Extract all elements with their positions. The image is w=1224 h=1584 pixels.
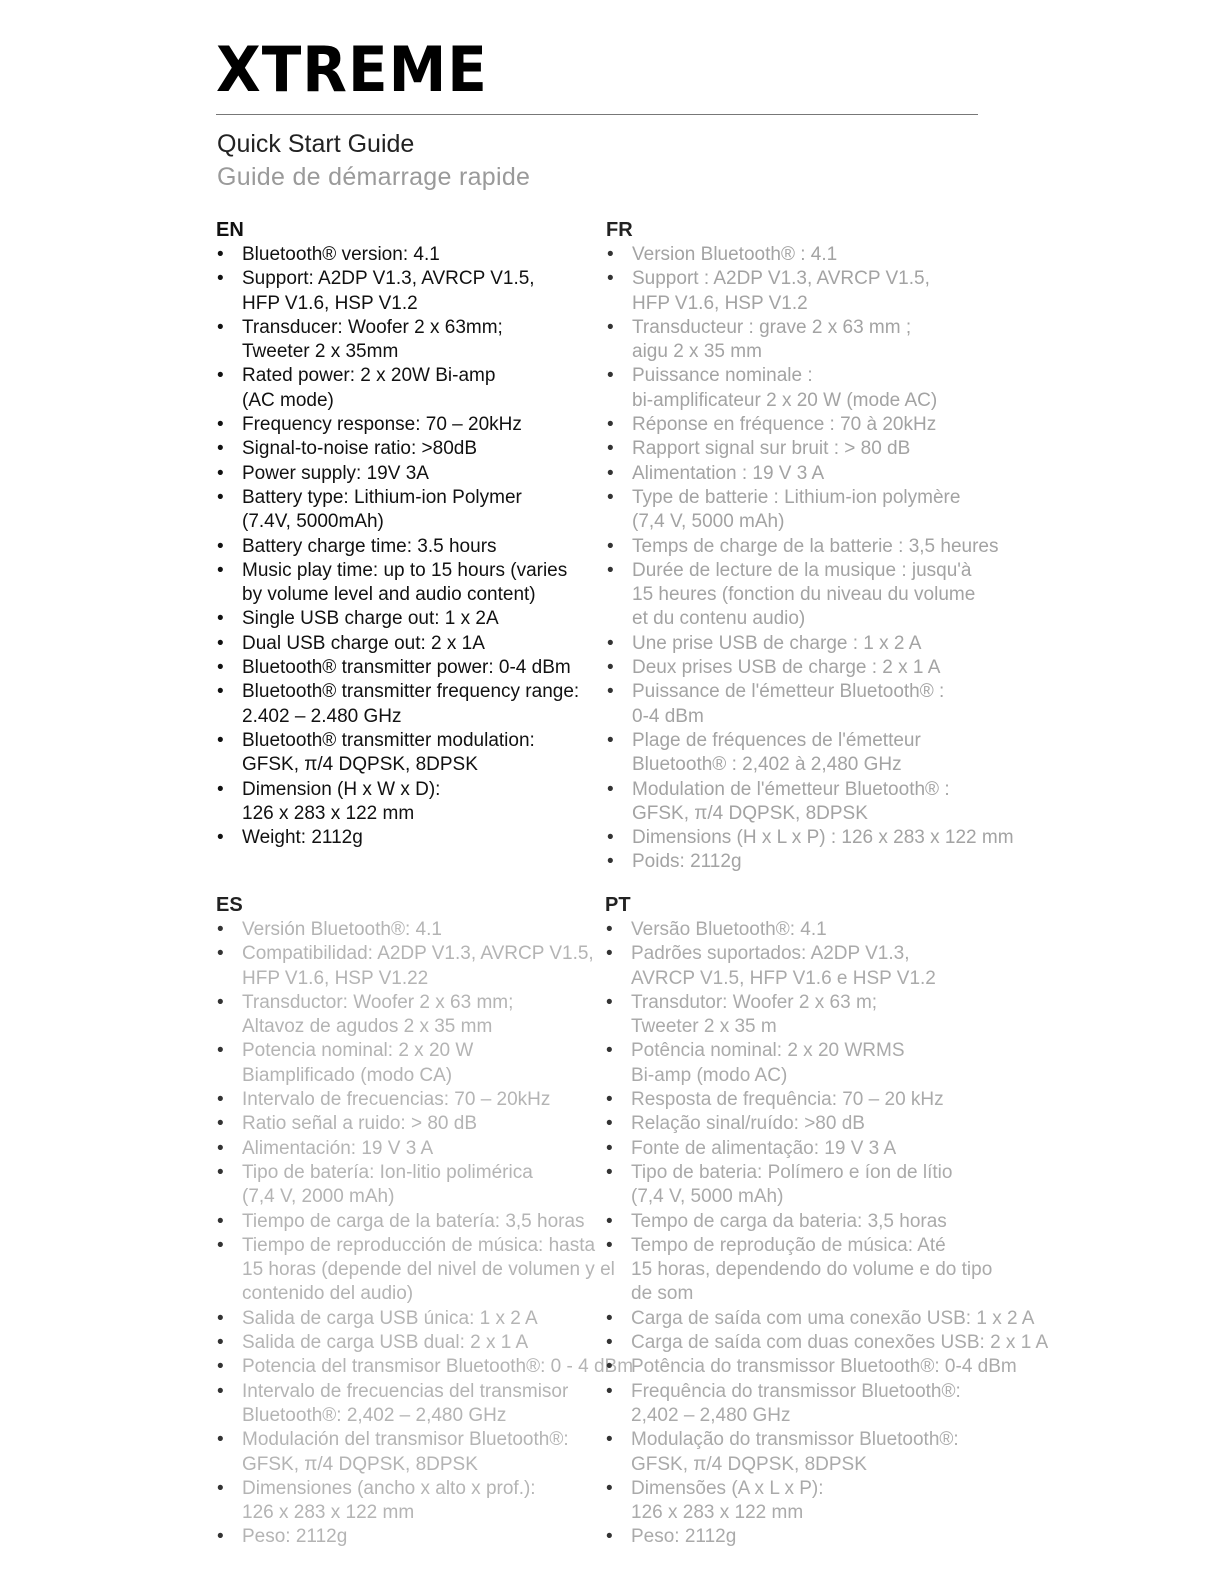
spec-item	[605, 991, 997, 1040]
spec-item-line: • Puissance de l'émetteur Bluetooth® :	[632, 681, 945, 703]
spec-item-line: HFP V1.6, HSP V1.2	[242, 292, 418, 314]
spec-item	[216, 1331, 598, 1355]
spec-item-line: • Rapport signal sur bruit : > 80 dB	[632, 438, 911, 460]
spec-item-line: (7,4 V, 5000 mAh)	[631, 1186, 784, 1208]
spec-item-line: • Rated power: 2 x 20W Bi-amp	[242, 365, 496, 387]
spec-item-line: • Support: A2DP V1.3, AVRCP V1.5,	[242, 268, 535, 290]
spec-item-line: • Support : A2DP V1.3, AVRCP V1.5,	[632, 268, 930, 290]
spec-item-line: • Frequency response: 70 – 20kHz	[242, 414, 522, 436]
spec-item-line: • Dual USB charge out: 2 x 1A	[242, 632, 485, 654]
spec-item-line: Tweeter 2 x 35 m	[631, 1016, 777, 1038]
spec-item-line: • Peso: 2112g	[242, 1526, 348, 1548]
spec-item-line: 2.402 – 2.480 GHz	[242, 705, 402, 727]
spec-item-line: GFSK, π/4 DQPSK, 8DPSK	[242, 754, 478, 776]
spec-item-line: contenido del audio)	[242, 1283, 414, 1305]
spec-item-line: • Tempo de reprodução de música: Até	[631, 1234, 946, 1256]
spec-item-line: GFSK, π/4 DQPSK, 8DPSK	[242, 1453, 478, 1475]
spec-item-line: • Modulação do transmissor Bluetooth®:	[631, 1429, 959, 1451]
spec-item-line: HFP V1.6, HSP V1.2	[632, 292, 808, 314]
spec-item	[605, 1355, 1017, 1379]
spec-item	[216, 243, 588, 267]
spec-item-line: • Battery charge time: 3.5 hours	[242, 535, 497, 557]
spec-item-line: • Une prise USB de charge : 1 x 2 A	[632, 632, 922, 654]
spec-item-line: (7,4 V, 2000 mAh)	[242, 1186, 395, 1208]
spec-item	[605, 1161, 997, 1210]
spec-item	[605, 1477, 997, 1526]
spec-item	[216, 364, 588, 413]
spec-item-line: • Potência do transmissor Bluetooth®: 0-4 dBm	[631, 1356, 1017, 1378]
spec-item	[216, 778, 588, 827]
spec-item	[605, 1039, 997, 1088]
spec-item-line: • Réponse en fréquence : 70 à 20kHz	[632, 414, 937, 436]
spec-item-line: • Transducteur : grave 2 x 63 mm ;	[632, 316, 912, 338]
spec-item-line: • Alimentación: 19 V 3 A	[242, 1137, 434, 1159]
spec-item	[606, 632, 994, 656]
spec-item	[216, 267, 588, 316]
spec-item	[216, 1307, 598, 1331]
spec-item	[216, 1380, 598, 1429]
spec-item	[216, 486, 588, 535]
spec-item-line: • Modulation de l'émetteur Bluetooth® :	[632, 778, 950, 800]
spec-item-line: 126 x 283 x 122 mm	[242, 802, 415, 824]
spec-item	[605, 942, 997, 991]
spec-item-line: • Versão Bluetooth®: 4.1	[631, 919, 827, 940]
spec-item-line: • Padrões suportados: A2DP V1.3,	[631, 943, 910, 965]
spec-item	[606, 826, 1014, 850]
spec-item-line: 0-4 dBm	[632, 705, 704, 727]
spec-item	[606, 462, 994, 486]
spec-item	[605, 1088, 997, 1112]
spec-item-line: • Dimensions (H x L x P) : 126 x 283 x 122 mm	[632, 827, 1014, 849]
spec-item	[606, 656, 994, 680]
spec-item-line: HFP V1.6, HSP V1.22	[242, 967, 429, 989]
spec-list	[216, 918, 634, 1550]
spec-item-line: • Compatibilidad: A2DP V1.3, AVRCP V1.5,	[242, 943, 594, 965]
spec-item-line: Biamplificado (modo CA)	[242, 1064, 453, 1086]
spec-item	[216, 1112, 598, 1136]
spec-item	[605, 1137, 997, 1161]
spec-item	[605, 1331, 1049, 1355]
spec-item-line: • Resposta de frequência: 70 – 20 kHz	[631, 1089, 944, 1111]
page-title: Quick Start Guide	[217, 130, 415, 158]
spec-item-line: • Ratio señal a ruido: > 80 dB	[242, 1113, 478, 1135]
spec-item	[216, 918, 598, 942]
spec-item-line: 126 x 283 x 122 mm	[242, 1502, 415, 1524]
spec-item-line: • Transdutor: Woofer 2 x 63 m;	[631, 991, 878, 1013]
spec-item	[216, 559, 588, 608]
spec-item-line: de som	[631, 1283, 694, 1305]
spec-item	[606, 850, 994, 874]
spec-item-line: Altavoz de agudos 2 x 35 mm	[242, 1016, 493, 1038]
brand-logo: XTREME	[216, 32, 488, 107]
section-code: FR	[606, 219, 633, 241]
spec-item-line: 126 x 283 x 122 mm	[631, 1502, 804, 1524]
spec-item-line: GFSK, π/4 DQPSK, 8DPSK	[632, 802, 868, 824]
spec-item	[216, 1210, 598, 1234]
spec-item	[606, 316, 994, 365]
spec-item-line: • Tiempo de reproducción de música: hasta	[242, 1234, 596, 1256]
spec-item-line: • Alimentation : 19 V 3 A	[632, 462, 825, 484]
spec-item-line: 15 horas, dependendo do volume e do tipo	[631, 1259, 993, 1281]
spec-item-line: • Potência nominal: 2 x 20 WRMS	[631, 1040, 905, 1062]
spec-item	[216, 1477, 598, 1526]
spec-item-line: • Music play time: up to 15 hours (varies	[242, 559, 568, 581]
spec-item-line: • Versión Bluetooth®: 4.1	[242, 919, 442, 940]
spec-item-line: (7.4V, 5000mAh)	[242, 511, 384, 533]
spec-item-line: Bluetooth® : 2,402 à 2,480 GHz	[632, 754, 902, 776]
spec-item	[216, 437, 588, 461]
page-subtitle: Guide de démarrage rapide	[217, 163, 531, 191]
spec-item-line: • Version Bluetooth® : 4.1	[632, 244, 838, 265]
spec-item-line: • Single USB charge out: 1 x 2A	[242, 608, 499, 630]
section-code: ES	[216, 894, 243, 916]
spec-item-line: Bluetooth®: 2,402 – 2,480 GHz	[242, 1404, 507, 1426]
spec-item-line: • Tempo de carga da bateria: 3,5 horas	[631, 1210, 947, 1232]
spec-item	[605, 1307, 1035, 1331]
spec-item-line: • Dimension (H x W x D):	[242, 778, 441, 800]
section-fr	[606, 218, 1014, 875]
spec-item-line: 15 horas (depende del nivel de volumen y el	[242, 1259, 615, 1281]
spec-item-line: by volume level and audio content)	[242, 584, 536, 606]
spec-list	[606, 243, 1014, 875]
spec-item-line: • Potencia nominal: 2 x 20 W	[242, 1040, 474, 1062]
spec-item-line: • Modulación del transmisor Bluetooth®:	[242, 1429, 569, 1451]
spec-item-line: AVRCP V1.5, HFP V1.6 e HSP V1.2	[631, 967, 936, 989]
spec-item	[216, 1525, 598, 1549]
spec-item-line: • Relação sinal/ruído: >80 dB	[631, 1113, 865, 1135]
spec-item-line: • Salida de carga USB única: 1 x 2 A	[242, 1307, 538, 1329]
spec-item	[216, 1088, 598, 1112]
section-pt	[605, 893, 1049, 1550]
spec-item-line: • Bluetooth® transmitter power: 0-4 dBm	[242, 657, 571, 679]
spec-item-line: • Peso: 2112g	[631, 1526, 737, 1548]
spec-item-line: • Signal-to-noise ratio: >80dB	[242, 438, 478, 460]
spec-item-line: bi-amplificateur 2 x 20 W (mode AC)	[632, 389, 938, 411]
spec-item-line: • Intervalo de frecuencias del transmisor	[242, 1380, 569, 1402]
spec-item	[216, 1039, 598, 1088]
spec-item-line: • Temps de charge de la batterie : 3,5 heures	[632, 535, 999, 557]
spec-item-line: • Durée de lecture de la musique : jusqu'à	[632, 559, 972, 581]
section-en	[216, 218, 588, 850]
spec-item	[606, 413, 994, 437]
spec-item-line: • Plage de fréquences de l'émetteur	[632, 729, 921, 751]
spec-item	[216, 535, 588, 559]
spec-item-line: Bi-amp (modo AC)	[631, 1064, 788, 1086]
spec-item-line: • Deux prises USB de charge : 2 x 1 A	[632, 657, 941, 679]
spec-item-line: • Tiempo de carga de la batería: 3,5 horas	[242, 1210, 585, 1232]
spec-item	[606, 243, 994, 267]
section-code: EN	[216, 219, 244, 241]
spec-item-line: 2,402 – 2,480 GHz	[631, 1404, 791, 1426]
spec-item	[606, 267, 994, 316]
spec-item-line: • Puissance nominale :	[632, 365, 813, 387]
spec-item	[606, 559, 994, 632]
spec-item	[216, 316, 588, 365]
spec-item-line: • Tipo de bateria: Polímero e íon de lítio	[631, 1161, 953, 1183]
spec-item-line: • Carga de saída com duas conexões USB: 2 x 1 A	[631, 1332, 1049, 1354]
spec-item-line: et du contenu audio)	[632, 608, 806, 630]
spec-list	[605, 918, 1049, 1550]
spec-item-line: (AC mode)	[242, 389, 334, 411]
section-code: PT	[605, 894, 631, 916]
spec-item	[216, 462, 588, 486]
header-divider	[216, 114, 978, 115]
spec-item	[216, 607, 588, 631]
spec-item-line: • Bluetooth® transmitter frequency range:	[242, 681, 580, 703]
spec-item	[216, 1234, 615, 1307]
spec-item	[216, 1355, 634, 1379]
spec-item-line: • Bluetooth® transmitter modulation:	[242, 729, 535, 751]
spec-item	[605, 1525, 997, 1549]
spec-item-line: aigu 2 x 35 mm	[632, 341, 762, 363]
spec-item-line: • Carga de saída com uma conexão USB: 1 x 2 A	[631, 1307, 1035, 1329]
spec-item-line: • Intervalo de frecuencias: 70 – 20kHz	[242, 1089, 551, 1111]
spec-item	[216, 1137, 598, 1161]
spec-item-line: • Dimensiones (ancho x alto x prof.):	[242, 1477, 536, 1499]
spec-item	[216, 729, 588, 778]
spec-item	[605, 1428, 997, 1477]
spec-item-line: • Dimensões (A x L x P):	[631, 1477, 824, 1499]
spec-item-line: • Bluetooth® version: 4.1	[242, 244, 440, 265]
spec-item	[606, 486, 994, 535]
spec-item-line: • Type de batterie : Lithium-ion polymère	[632, 486, 961, 508]
spec-item-line: • Salida de carga USB dual: 2 x 1 A	[242, 1332, 529, 1354]
spec-item-line: • Weight: 2112g	[242, 827, 363, 849]
spec-item	[606, 437, 994, 461]
spec-item-line: • Fonte de alimentação: 19 V 3 A	[631, 1137, 897, 1159]
spec-item-line: • Poids: 2112g	[632, 851, 742, 873]
spec-item	[606, 680, 994, 729]
spec-item	[606, 535, 999, 559]
spec-item-line: • Transductor: Woofer 2 x 63 mm;	[242, 991, 514, 1013]
spec-item	[605, 1234, 997, 1307]
spec-item	[605, 1210, 997, 1234]
spec-item	[216, 680, 588, 729]
spec-item	[216, 1161, 598, 1210]
spec-item	[605, 918, 997, 942]
spec-item-line: GFSK, π/4 DQPSK, 8DPSK	[631, 1453, 867, 1475]
spec-item	[606, 778, 994, 827]
spec-item-line: • Power supply: 19V 3A	[242, 462, 429, 484]
spec-list	[216, 243, 588, 850]
spec-item-line: 15 heures (fonction du niveau du volume	[632, 584, 976, 606]
spec-item	[605, 1380, 997, 1429]
spec-item-line: (7,4 V, 5000 mAh)	[632, 511, 785, 533]
spec-item	[606, 364, 994, 413]
spec-item	[605, 1112, 997, 1136]
spec-item-line: • Transducer: Woofer 2 x 63mm;	[242, 316, 503, 338]
spec-item	[216, 413, 588, 437]
spec-item	[216, 656, 588, 680]
spec-item	[216, 1428, 598, 1477]
spec-item-line: Tweeter 2 x 35mm	[242, 341, 399, 363]
spec-item	[606, 729, 994, 778]
spec-item-line: • Potencia del transmisor Bluetooth®: 0 - 4 dBm	[242, 1356, 634, 1378]
spec-item	[216, 991, 598, 1040]
spec-item-line: • Frequência do transmissor Bluetooth®:	[631, 1380, 961, 1402]
spec-item-line: • Battery type: Lithium-ion Polymer	[242, 486, 522, 508]
spec-item-line: • Tipo de batería: Ion-litio polimérica	[242, 1161, 533, 1183]
spec-item	[216, 632, 588, 656]
spec-item	[216, 826, 588, 850]
spec-item	[216, 942, 598, 991]
